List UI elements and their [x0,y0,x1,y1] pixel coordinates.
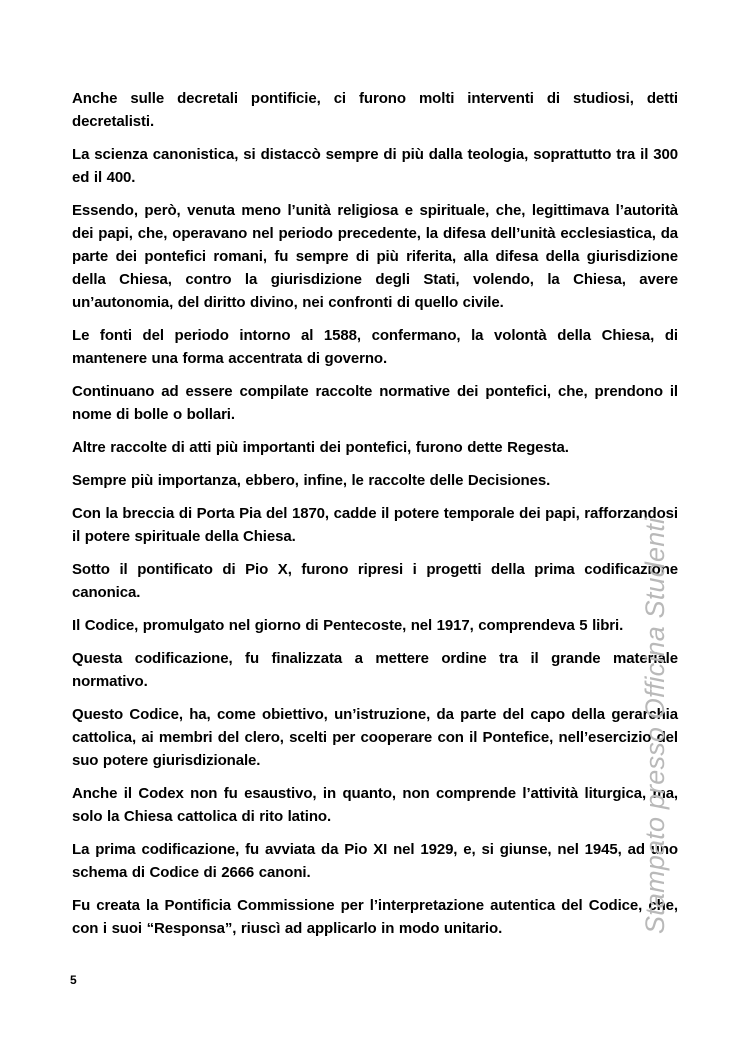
paragraph-4: Le fonti del periodo intorno al 1588, confermano, la volontà della Chiesa, di mantenere una forma accentrata di governo. [72,327,678,367]
document-body [72,87,678,950]
paragraph-15: Fu creata la Pontificia Commissione per l’interpretazione autentica del Codice, che, con i suoi “Responsa”, riuscì ad applicarlo in modo unitario. [72,897,678,937]
paragraph-14: La prima codificazione, fu avviata da Pio XI nel 1929, e, si giunse, nel 1945, ad uno schema di Codice di 2666 canoni. [72,841,678,881]
paragraph-11: Questa codificazione, fu finalizzata a mettere ordine tra il grande materiale normativo. [72,650,678,690]
paragraph-13: Anche il Codex non fu esaustivo, in quanto, non comprende l’attività liturgica, ma, solo la Chiesa cattolica di rito latino. [72,785,678,825]
paragraph-2: La scienza canonistica, si distaccò sempre di più dalla teologia, soprattutto tra il 300 ed il 400. [72,146,678,186]
paragraph-12: Questo Codice, ha, come obiettivo, un’istruzione, da parte del capo della gerarchia cattolica, ai membri del clero, scelti per cooperare con il Pontefice, nell’esercizio del suo potere giurisdizionale. [72,706,678,769]
paragraph-7: Sempre più importanza, ebbero, infine, le raccolte delle Decisiones. [72,472,551,489]
paragraph-6: Altre raccolte di atti più importanti dei pontefici, furono dette Regesta. [72,439,569,456]
page-number: 5 [70,973,77,987]
paragraph-8: Con la breccia di Porta Pia del 1870, cadde il potere temporale dei papi, rafforzandosi il potere spirituale della Chiesa. [72,505,678,545]
paragraph-3: Essendo, però, venuta meno l’unità religiosa e spirituale, che, legittimava l’autorità dei papi, che, operavano nel periodo precedente, la difesa dell’unità ecclesiastica, da parte dei pontefici romani, fu sempre di più riferita, alla difesa della giurisdizione della Chiesa, contro la giurisdizione degli Stati, volendo, la Chiesa, avere un’autonomia, del diritto divino, nei confronti di quello civile. [72,202,678,311]
watermark: Stampato presso Officina Studenti [640,517,670,934]
paragraph-5: Continuano ad essere compilate raccolte normative dei pontefici, che, prendono il nome di bolle o bollari. [72,383,678,423]
paragraph-10: Il Codice, promulgato nel giorno di Pentecoste, nel 1917, comprendeva 5 libri. [72,617,624,634]
paragraph-9: Sotto il pontificato di Pio X, furono ripresi i progetti della prima codificazione canonica. [72,561,678,601]
paragraph-1: Anche sulle decretali pontificie, ci furono molti interventi di studiosi, detti decretalisti. [72,90,678,130]
